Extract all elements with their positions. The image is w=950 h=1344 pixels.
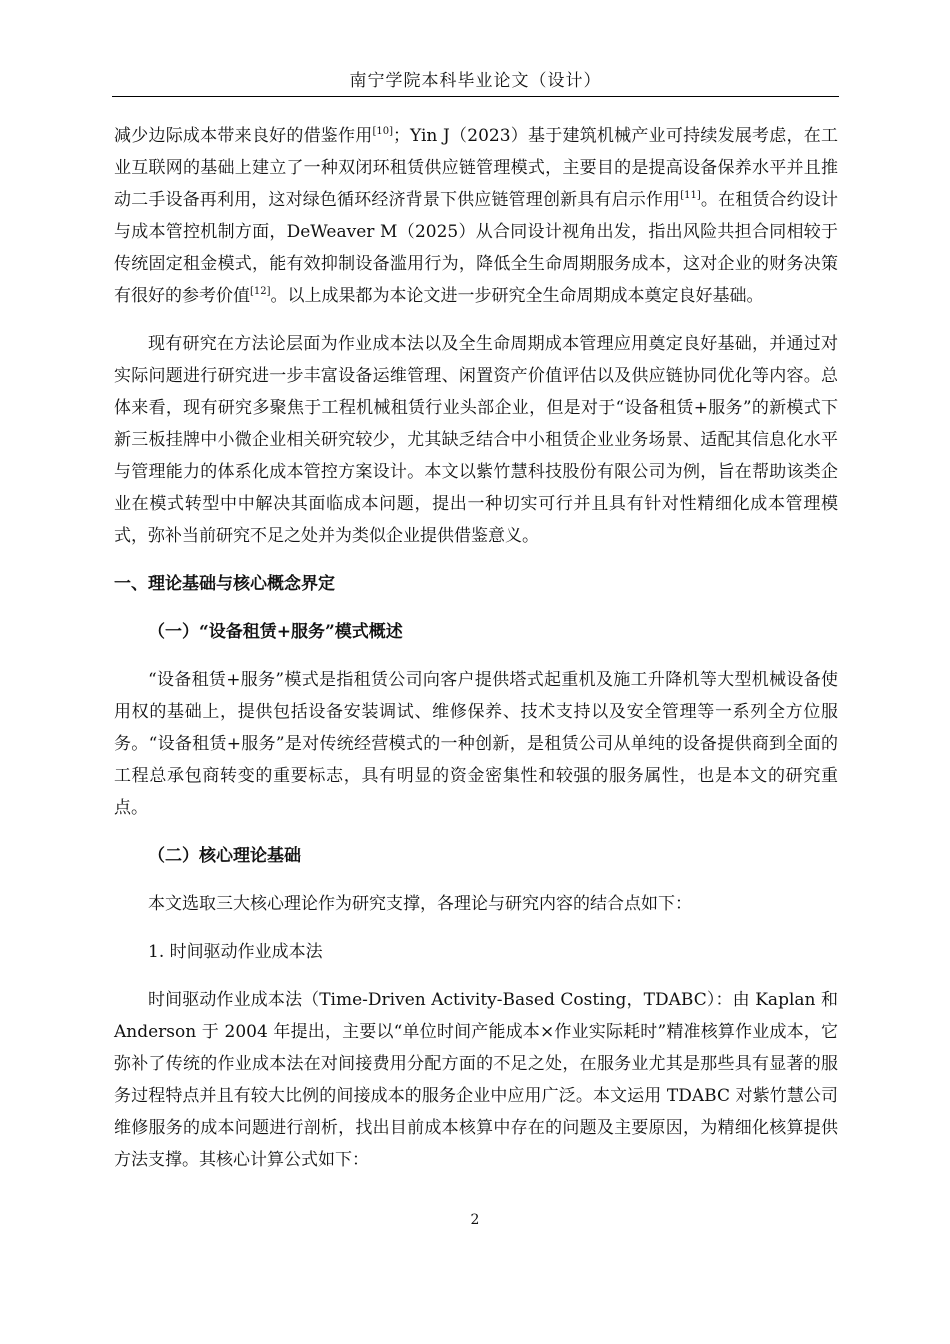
paragraph-tdabc: 时间驱动作业成本法（Time-Driven Activity-Based Costing，TDABC）：由 Kaplan 和 Anderson 于 2004 年提出，主要以“单位时间产能成本×作业实际耗时”精准核算作业成本，它弥补了传统的作业成本法在对间接费用分配方面的不足之处，在服务业尤其是那些具有显著的服务过程特点并且有较大比例的间接成本的服务企业中应用广泛。本文运用 TDABC 对紫竹慧公司维修服务的成本问题进行剖析，找出目前成本核算中存在的问题及主要原因，为精细化核算提供方法支撑。其核心计算公式如下： [114, 990, 838, 1170]
running-header: 南宁学院本科毕业论文（设计） [349, 71, 602, 91]
page-body [114, 120, 838, 1176]
paragraph-mode-overview: “设备租赁+服务”模式是指租赁公司向客户提供塔式起重机及施工升降机等大型机械设备使用权的基础上，提供包括设备安装调试、维修保养、技术支持以及安全管理等一系列全方位服务。“设备租赁+服务”是对传统经营模式的一种创新，是租赁公司从单纯的设备提供商到全面的工程总承包商转变的重要标志，具有明显的资金密集性和较强的服务属性，也是本文的研究重点。 [114, 670, 838, 818]
header-rule [112, 96, 839, 97]
section-heading: 一、理论基础与核心概念界定 [114, 574, 335, 594]
citation-ref: [11] [680, 190, 701, 201]
subsection-heading: （一）“设备租赁+服务”模式概述 [148, 622, 403, 642]
subsection-heading: （二）核心理论基础 [148, 846, 301, 866]
numbered-item-heading: 1. 时间驱动作业成本法 [148, 942, 323, 962]
citation-ref: [10] [372, 126, 394, 137]
page-number: 2 [470, 1212, 480, 1228]
paragraph-text: 。以上成果都为本论文进一步研究全生命周期成本奠定良好基础。 [270, 286, 764, 306]
paragraph-text: ；Yin J（2023）基于建筑机械产业可持续发展考虑，在工业互联网的基础上建立了一种双闭环租赁供应链管理模式，主要目的是提高设备保养水平并且推动二手设备再利用，这对绿色循环经济背景下供应链管理创新具有启示作用 [114, 126, 838, 210]
citation-ref: [12] [250, 286, 271, 297]
paragraph-text: 减少边际成本带来良好的借鉴作用 [114, 126, 373, 146]
paragraph-text: 。在租赁合约设计与成本管控机制方面，DeWeaver M（2025）从合同设计视角出发，指出风险共担合同相较于传统固定租金模式，能有效抑制设备滥用行为，降低全生命周期服务成本，这对企业的财务决策有很好的参考价值 [114, 190, 839, 306]
paragraph-literature-continuation [114, 120, 838, 312]
paragraph-research-review: 现有研究在方法论层面为作业成本法以及全生命周期成本管理应用奠定良好基础，并通过对实际问题进行研究进一步丰富设备运维管理、闲置资产价值评估以及供应链协同优化等内容。总体来看，现有研究多聚焦于工程机械租赁行业头部企业，但是对于“设备租赁+服务”的新模式下新三板挂牌中小微企业相关研究较少，尤其缺乏结合中小租赁企业业务场景、适配其信息化水平与管理能力的体系化成本管控方案设计。本文以紫竹慧科技股份有限公司为例，旨在帮助该类企业在模式转型中中解决其面临成本问题，提出一种切实可行并且具有针对性精细化成本管理模式，弥补当前研究不足之处并为类似企业提供借鉴意义。 [114, 334, 838, 546]
paragraph-theory-intro: 本文选取三大核心理论作为研究支撑，各理论与研究内容的结合点如下： [148, 894, 692, 914]
